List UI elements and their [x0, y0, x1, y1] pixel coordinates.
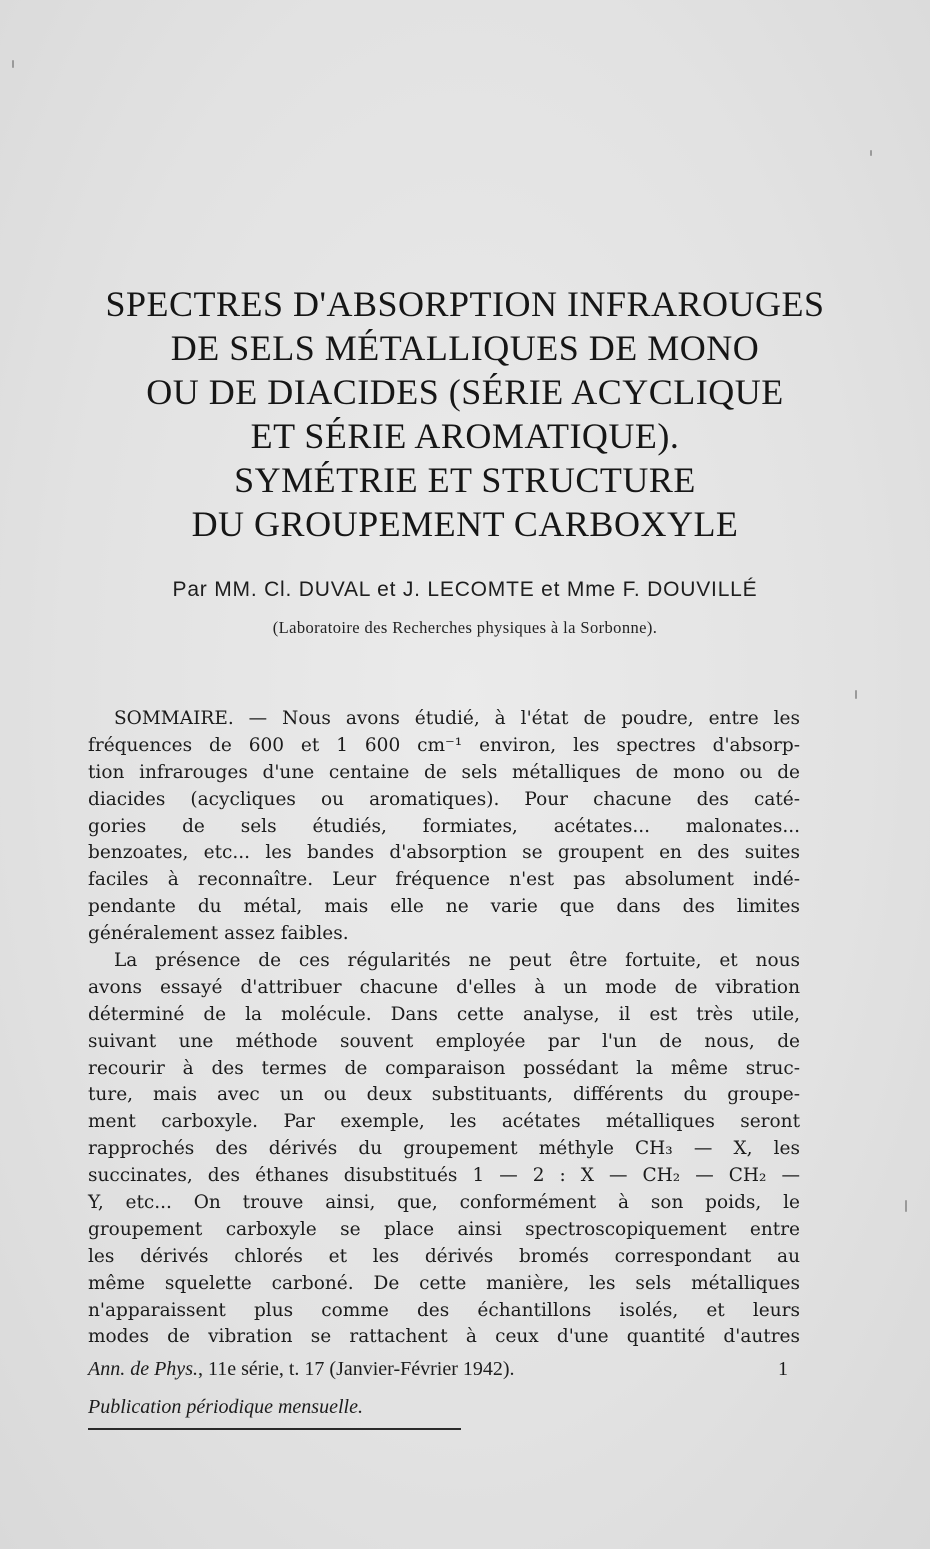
affiliation: (Laboratoire des Recherches physiques à la Sorbonne).	[272, 618, 658, 637]
abstract-line: avons essayé d'attribuer chacune d'elles à un mode de vibration	[88, 976, 800, 998]
abstract-line: gories de sels étudiés, formiates, acétates... malonates...	[88, 815, 800, 837]
abstract-line: benzoates, etc... les bandes d'absorption se groupent en des suites	[88, 842, 800, 864]
scan-speck	[12, 60, 14, 68]
scan-speck	[870, 150, 872, 156]
title-line: DE SELS MÉTALLIQUES DE MONO	[170, 328, 760, 368]
authors-line: Par MM. Cl. DUVAL et J. LECOMTE et Mme F. DOUVILLÉ	[172, 578, 758, 601]
abstract-line: n'apparaissent plus comme des échantillons isolés, et leurs	[88, 1299, 800, 1321]
abstract-line: diacides (acycliques ou aromatiques). Pour chacune des caté-	[88, 788, 800, 810]
page-number: 1	[778, 1358, 788, 1380]
abstract-line: Y, etc... On trouve ainsi, que, conformément à son poids, le	[88, 1192, 800, 1214]
article-title	[60, 282, 870, 546]
title-line: OU DE DIACIDES (SÉRIE ACYCLIQUE	[146, 372, 784, 412]
abstract-line: fréquences de 600 et 1 600 cm⁻¹ environ, les spectres d'absorp-	[88, 734, 800, 756]
abstract-line: ture, mais avec un ou deux substituants, différents du groupe-	[88, 1084, 800, 1106]
abstract-line: La présence de ces régularités ne peut être fortuite, et nous	[114, 950, 800, 972]
abstract-line: faciles à reconnaître. Leur fréquence n'est pas absolument indé-	[88, 869, 800, 891]
journal-name: Ann. de Phys.	[88, 1358, 198, 1380]
abstract-line: rapprochés des dérivés du groupement méthyle CH₃ — X, les	[88, 1138, 800, 1160]
journal-citation	[88, 1358, 515, 1381]
abstract-line: ment carboxyle. Par exemple, les acétates métalliques seront	[88, 1111, 800, 1133]
abstract-line: les dérivés chlorés et les dérivés bromés correspondant au	[88, 1245, 800, 1267]
abstract-line: recourir à des termes de comparaison possédant la même struc-	[88, 1057, 800, 1079]
abstract	[88, 706, 800, 1351]
abstract-line: succinates, des éthanes disubstitués 1 — 2 : X — CH₂ — CH₂ —	[88, 1165, 800, 1187]
scan-speck	[905, 1200, 907, 1212]
abstract-line: même squelette carboné. De cette manière, les sels métalliques	[88, 1272, 800, 1294]
abstract-line: généralement assez faibles.	[88, 923, 349, 945]
publication-note: Publication périodique mensuelle.	[88, 1396, 363, 1418]
abstract-line: SOMMAIRE. — Nous avons étudié, à l'état de poudre, entre les	[114, 708, 800, 729]
journal-footer	[88, 1358, 788, 1381]
abstract-line: modes de vibration se rattachent à ceux d'une quantité d'autres	[88, 1326, 800, 1348]
citation-details: , 11e série, t. 17 (Janvier-Février 1942).	[197, 1358, 515, 1380]
title-line: SPECTRES D'ABSORPTION INFRAROUGES	[105, 284, 825, 324]
abstract-line: groupement carboxyle se place ainsi spectroscopiquement entre	[88, 1218, 800, 1240]
abstract-line: déterminé de la molécule. Dans cette analyse, il est très utile,	[88, 1003, 800, 1025]
abstract-line: suivant une méthode souvent employée par l'un de nous, de	[88, 1030, 800, 1052]
title-line: ET SÉRIE AROMATIQUE).	[250, 416, 680, 456]
abstract-line: pendante du métal, mais elle ne varie que dans des limites	[88, 896, 800, 918]
scan-speck	[855, 690, 857, 699]
abstract-line: tion infrarouges d'une centaine de sels métalliques de mono ou de	[88, 761, 800, 783]
title-line: DU GROUPEMENT CARBOXYLE	[191, 504, 739, 544]
footer-rule	[88, 1428, 461, 1430]
title-line: SYMÉTRIE ET STRUCTURE	[234, 460, 696, 500]
